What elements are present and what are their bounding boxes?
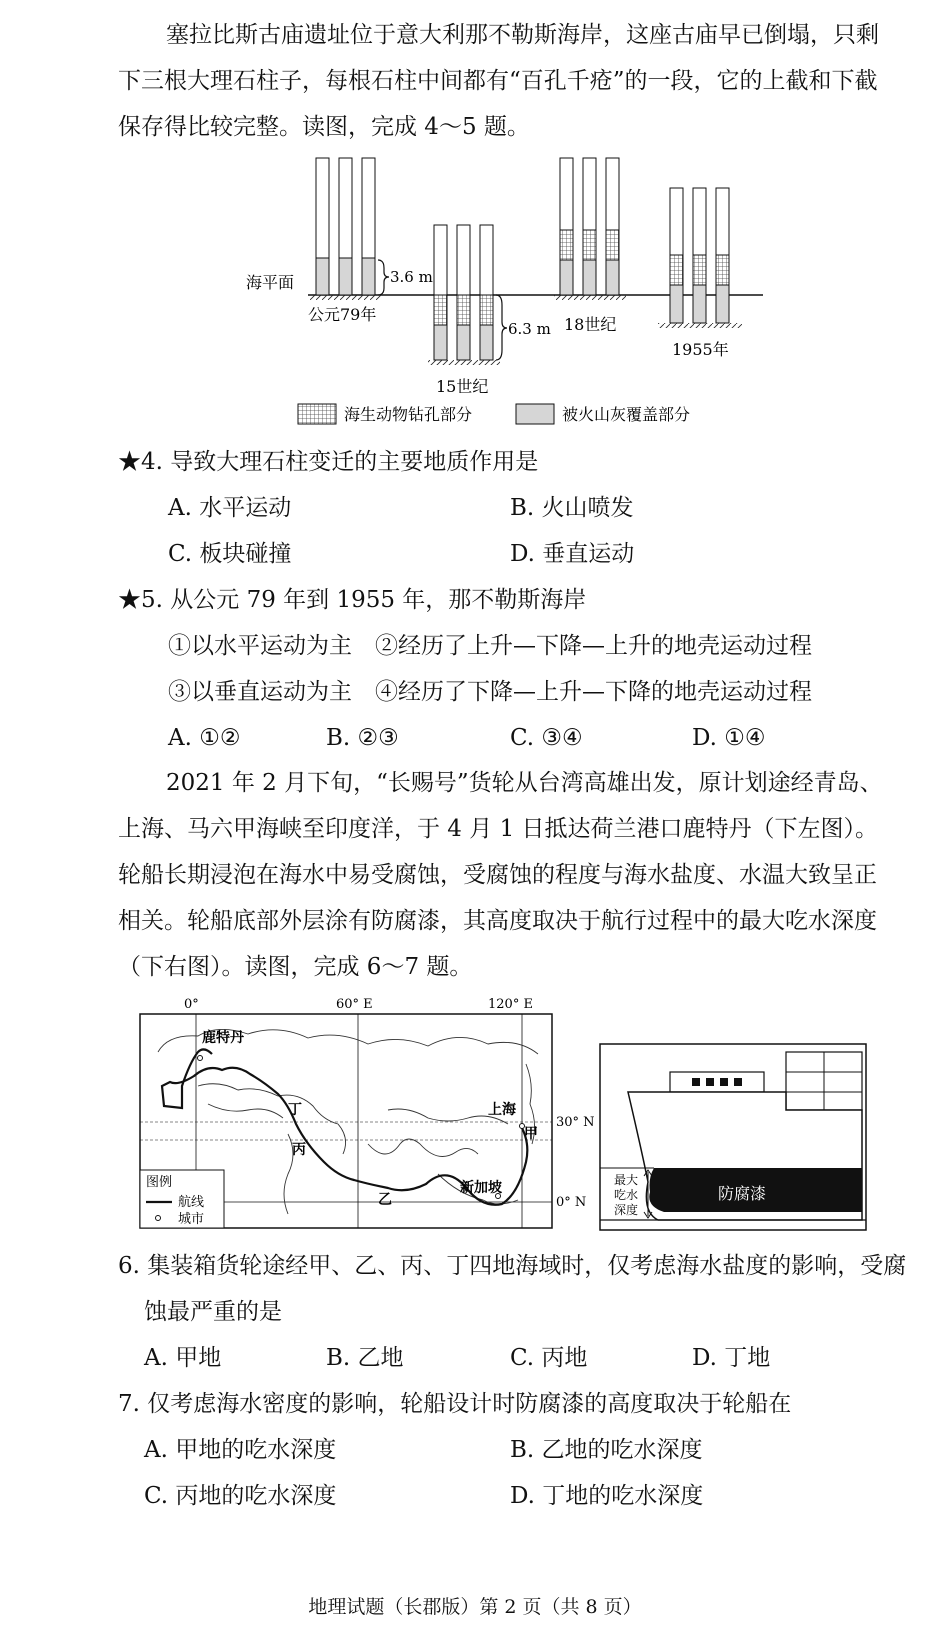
- q6-stem-line-1: 6. 集装箱货轮途经甲、乙、丙、丁四地海域时，仅考虑海水盐度的影响，受腐: [118, 1253, 907, 1279]
- q6-stem-line-2: 蚀最严重的是: [144, 1299, 282, 1325]
- intro-2-text: 2021 年 2 月下旬，“长赐号”货轮从台湾高雄出发，原计划途经青岛、上海、马六甲海峡至印度洋，于 4 月 1 日抵达荷兰港口鹿特丹（下左图）。轮船长期浸泡在海水中易受腐蚀，受腐蚀的程度与海水盐度、水温大致呈正相关。轮船底部外层涂有防腐漆，其高度取决于航行过程中的最大吃水深度（下右图）。读图，完成 6～7 题。: [118, 770, 883, 980]
- lon-label-120e: 120° E: [488, 997, 533, 1012]
- q5-statement-line-2: ③以垂直运动为主 ④经历了下降—上升—下降的地壳运动过程: [168, 679, 812, 705]
- lon-label-60e: 60° E: [336, 997, 373, 1012]
- q6-option-c[interactable]: C. 丙地: [510, 1345, 588, 1371]
- q4-option-c[interactable]: C. 板块碰撞: [168, 541, 292, 567]
- city-label-singapore: 新加坡: [460, 1180, 502, 1196]
- lon-label-0: 0°: [184, 997, 199, 1012]
- city-label-rotterdam: 鹿特丹: [202, 1030, 244, 1046]
- columns-79ad: [310, 158, 382, 300]
- legend-route-label: 航线: [178, 1195, 205, 1210]
- sea-level-label: 海平面: [246, 273, 295, 292]
- draft-label-line-2: 吃水: [614, 1188, 639, 1202]
- q5-option-d[interactable]: D. ①④: [692, 725, 766, 751]
- ship-diagram: [598, 1042, 868, 1232]
- intro-paragraph-1: [118, 12, 898, 150]
- point-label-bing: 丙: [292, 1142, 306, 1158]
- legend-ash-swatch: [516, 404, 554, 424]
- city-label-shanghai: 上海: [488, 1102, 516, 1118]
- column-figure: [238, 150, 778, 435]
- q5-option-b[interactable]: B. ②③: [326, 725, 399, 751]
- columns-18th-century: [554, 158, 626, 300]
- q5-statement-line-1: ①以水平运动为主 ②经历了上升—下降—上升的地壳运动过程: [168, 633, 812, 659]
- point-label-ding: 丁: [288, 1102, 302, 1118]
- draft-label-line-3: 深度: [614, 1203, 639, 1217]
- q6-option-b[interactable]: B. 乙地: [326, 1345, 404, 1371]
- q6-option-a[interactable]: A. 甲地: [144, 1345, 222, 1371]
- q4-option-b[interactable]: B. 火山喷发: [510, 495, 634, 521]
- q6-option-d[interactable]: D. 丁地: [692, 1345, 771, 1371]
- label-1955: 1955年: [672, 340, 729, 359]
- lat-label-0n: 0° N: [556, 1195, 587, 1210]
- columns-15th-century: [428, 225, 500, 365]
- q7-stem: 7. 仅考虑海水密度的影响，轮船设计时防腐漆的高度取决于轮船在: [118, 1391, 792, 1417]
- intro-paragraph-2: [118, 760, 898, 990]
- page-footer: 地理试题（长郡版）第 2 页（共 8 页）: [308, 1596, 642, 1618]
- label-79ad: 公元79年: [308, 305, 377, 324]
- lat-label-30n: 30° N: [556, 1115, 595, 1130]
- legend-ash-label: 被火山灰覆盖部分: [562, 405, 691, 424]
- paint-label: 防腐漆: [718, 1184, 767, 1203]
- q4-stem: ★4. 导致大理石柱变迁的主要地质作用是: [118, 449, 539, 475]
- route-map: [138, 994, 600, 1232]
- label-15th-century: 15世纪: [436, 377, 489, 396]
- legend-title: 图例: [146, 1175, 173, 1190]
- map-legend: [140, 1170, 224, 1228]
- q4-option-d[interactable]: D. 垂直运动: [510, 541, 635, 567]
- draft-label-line-1: 最大: [614, 1173, 639, 1187]
- point-label-jia: 甲: [524, 1126, 538, 1142]
- q7-option-c[interactable]: C. 丙地的吃水深度: [144, 1483, 337, 1509]
- legend-city-label: 城市: [178, 1212, 205, 1227]
- legend-drill-swatch: [298, 404, 336, 424]
- point-label-yi: 乙: [378, 1192, 392, 1208]
- city-marker-rotterdam: [198, 1056, 203, 1061]
- dimension-3-6m: 3.6 m: [390, 268, 433, 286]
- q7-option-b[interactable]: B. 乙地的吃水深度: [510, 1437, 703, 1463]
- q5-option-c[interactable]: C. ③④: [510, 725, 583, 751]
- dimension-6-3m: 6.3 m: [508, 320, 551, 338]
- q5-stem: ★5. 从公元 79 年到 1955 年，那不勒斯海岸: [118, 587, 587, 613]
- q5-option-a[interactable]: A. ①②: [168, 725, 241, 751]
- q7-option-d[interactable]: D. 丁地的吃水深度: [510, 1483, 704, 1509]
- q7-option-a[interactable]: A. 甲地的吃水深度: [144, 1437, 337, 1463]
- label-18th-century: 18世纪: [564, 315, 617, 334]
- legend-drill-label: 海生动物钻孔部分: [344, 405, 473, 424]
- columns-1955: [658, 188, 742, 328]
- intro-1-text: 塞拉比斯古庙遗址位于意大利那不勒斯海岸，这座古庙早已倒塌，只剩下三根大理石柱子，每根石柱中间都有“百孔千疮”的一段，它的上截和下截保存得比较完整。读图，完成 4～5 题。: [118, 22, 879, 140]
- q4-option-a[interactable]: A. 水平运动: [168, 495, 292, 521]
